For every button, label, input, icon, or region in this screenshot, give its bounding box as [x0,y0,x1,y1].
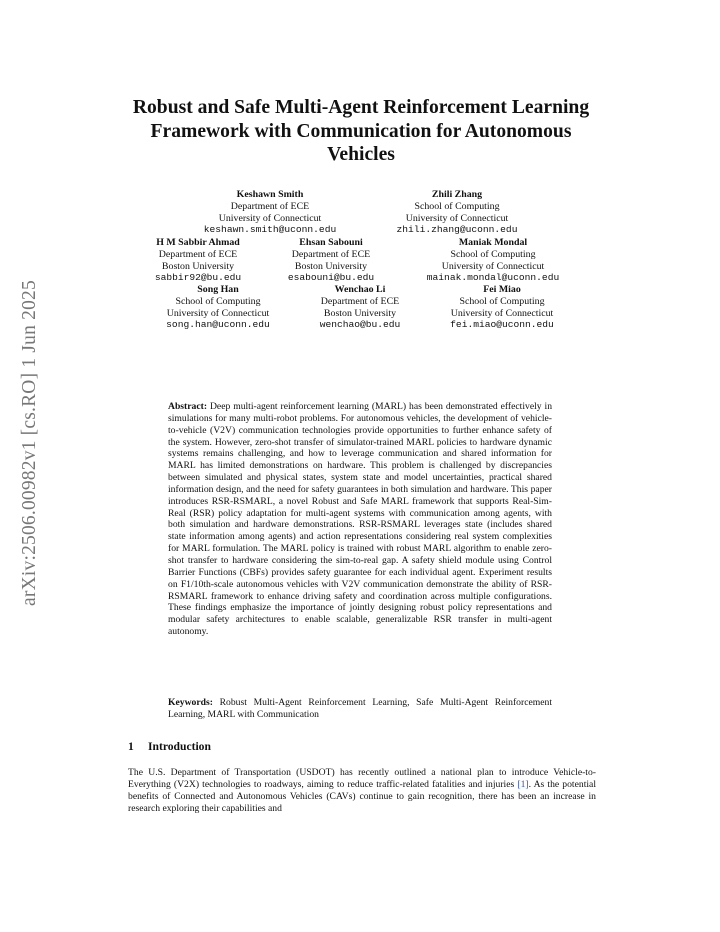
author-affiliation: School of Computing [450,248,536,260]
author-email[interactable]: song.han@uconn.edu [166,319,270,331]
intro-paragraph [128,767,596,815]
citation-link[interactable]: [1] [517,779,529,790]
author-block [288,237,374,284]
author-affiliation: Department of ECE [291,248,371,260]
author-name: Fei Miao [483,284,521,295]
author-email[interactable]: zhili.zhang@uconn.edu [396,224,518,236]
author-email[interactable]: esabouni@bu.edu [287,272,375,284]
author-institution: University of Connecticut [441,260,545,272]
section-number: 1 [128,740,134,753]
abstract-label: Abstract: [168,401,208,412]
author-email[interactable]: wenchao@bu.edu [319,319,401,331]
author-block [450,284,554,331]
section-title: Introduction [148,740,211,753]
author-institution: University of Connecticut [166,307,270,319]
author-name: Maniak Mondal [458,237,528,248]
keywords [168,697,552,721]
paper-title: Robust and Safe Multi-Agent Reinforcement Learning Framework with Communication for Autonomous Vehicles [132,97,590,165]
author-institution: Boston University [161,260,235,272]
section-heading [128,740,211,753]
author-block [397,189,518,236]
author-email[interactable]: keshawn.smith@uconn.edu [203,224,337,236]
author-name: Keshawn Smith [236,189,304,200]
author-name: Ehsan Sabouni [299,237,363,248]
abstract-text: Deep multi-agent reinforcement learning (MARL) has been demonstrated effectively in simulations for many multi-robot problems. For autonomous vehicles, the development of vehicle-to-vehicle (V2V) communication technologies provide opportunities to further enhance safety of the system. However, zero-shot transfer of simulator-trained MARL policies to hardware dynamic systems remains challenging, and how to leverage communication and shared information for MARL has limited demonstrations on hardware. This problem is challenged by discrepancies between simulated and physical states, system state and model uncertainties, practical shared information design, and the need for safety guarantees in both simulation and hardware. This paper introduces RSR-RSMARL, a novel Robust and Safe MARL framework that supports Real-Sim-Real (RSR) policy adaptation for multi-agent systems with communication among agents, with both simulation and hardware demonstrations. RSR-RSMARL leverages state (includes shared state information among agents) and action representations considering real system complexities for MARL formulation. The MARL policy is trained with robust MARL algorithm to enable zero-shot transfer to hardware considering the sim-to-real gap. A safety shield module using Control Barrier Functions (CBFs) provides safety guarantee for each individual agent. Experiment results on F1/10th-scale autonomous vehicles with V2V communication demonstrate the ability of RSR-RSMARL framework to enhance driving safety and coordination across multiple configurations. These findings emphasize the importance of jointly designing robust policy representations and modular safety architectures to enable scalable, generalizable RSR transfer in multi-agent autonomy. [168,401,553,638]
intro-text: The U.S. Department of Transportation (USDOT) has recently outlined a national plan to introduce Vehicle-to-Everything (V2X) technologies to roadways, aiming to reduce traffic-related fatalities and injuries [128,767,596,790]
abstract [168,401,552,638]
arxiv-sidebar [8,258,52,628]
author-block [427,237,559,284]
author-email[interactable]: fei.miao@uconn.edu [450,319,554,331]
intro-text: . As the potential benefits of Connected and Autonomous Vehicles (CAVs) continue to gain recognition, there has been an increase in research exploring their capabilities and [128,779,596,814]
author-name: Song Han [197,284,239,295]
author-affiliation: Department of ECE [320,295,400,307]
author-block [204,189,336,236]
author-block [155,237,241,284]
arxiv-identifier: arXiv:2506.00982v1 [cs.RO] 1 Jun 2025 [19,280,40,606]
author-affiliation: Department of ECE [158,248,238,260]
author-affiliation: School of Computing [414,200,500,212]
author-institution: Boston University [294,260,368,272]
author-name: Zhili Zhang [431,189,483,200]
author-institution: University of Connecticut [450,307,554,319]
author-block [166,284,270,331]
author-affiliation: School of Computing [459,295,545,307]
author-institution: University of Connecticut [405,212,509,224]
author-institution: Boston University [323,307,397,319]
author-affiliation: Department of ECE [230,200,310,212]
author-email[interactable]: mainak.mondal@uconn.edu [426,272,560,284]
keywords-label: Keywords: [168,697,213,708]
author-name: Wenchao Li [334,284,386,295]
author-email[interactable]: sabbir92@bu.edu [154,272,242,284]
author-affiliation: School of Computing [175,295,261,307]
author-name: H M Sabbir Ahmad [156,237,240,248]
author-institution: University of Connecticut [218,212,322,224]
author-block [320,284,401,331]
keywords-text: Robust Multi-Agent Reinforcement Learning, Safe Multi-Agent Reinforcement Learning, MARL with Communication [168,697,552,720]
